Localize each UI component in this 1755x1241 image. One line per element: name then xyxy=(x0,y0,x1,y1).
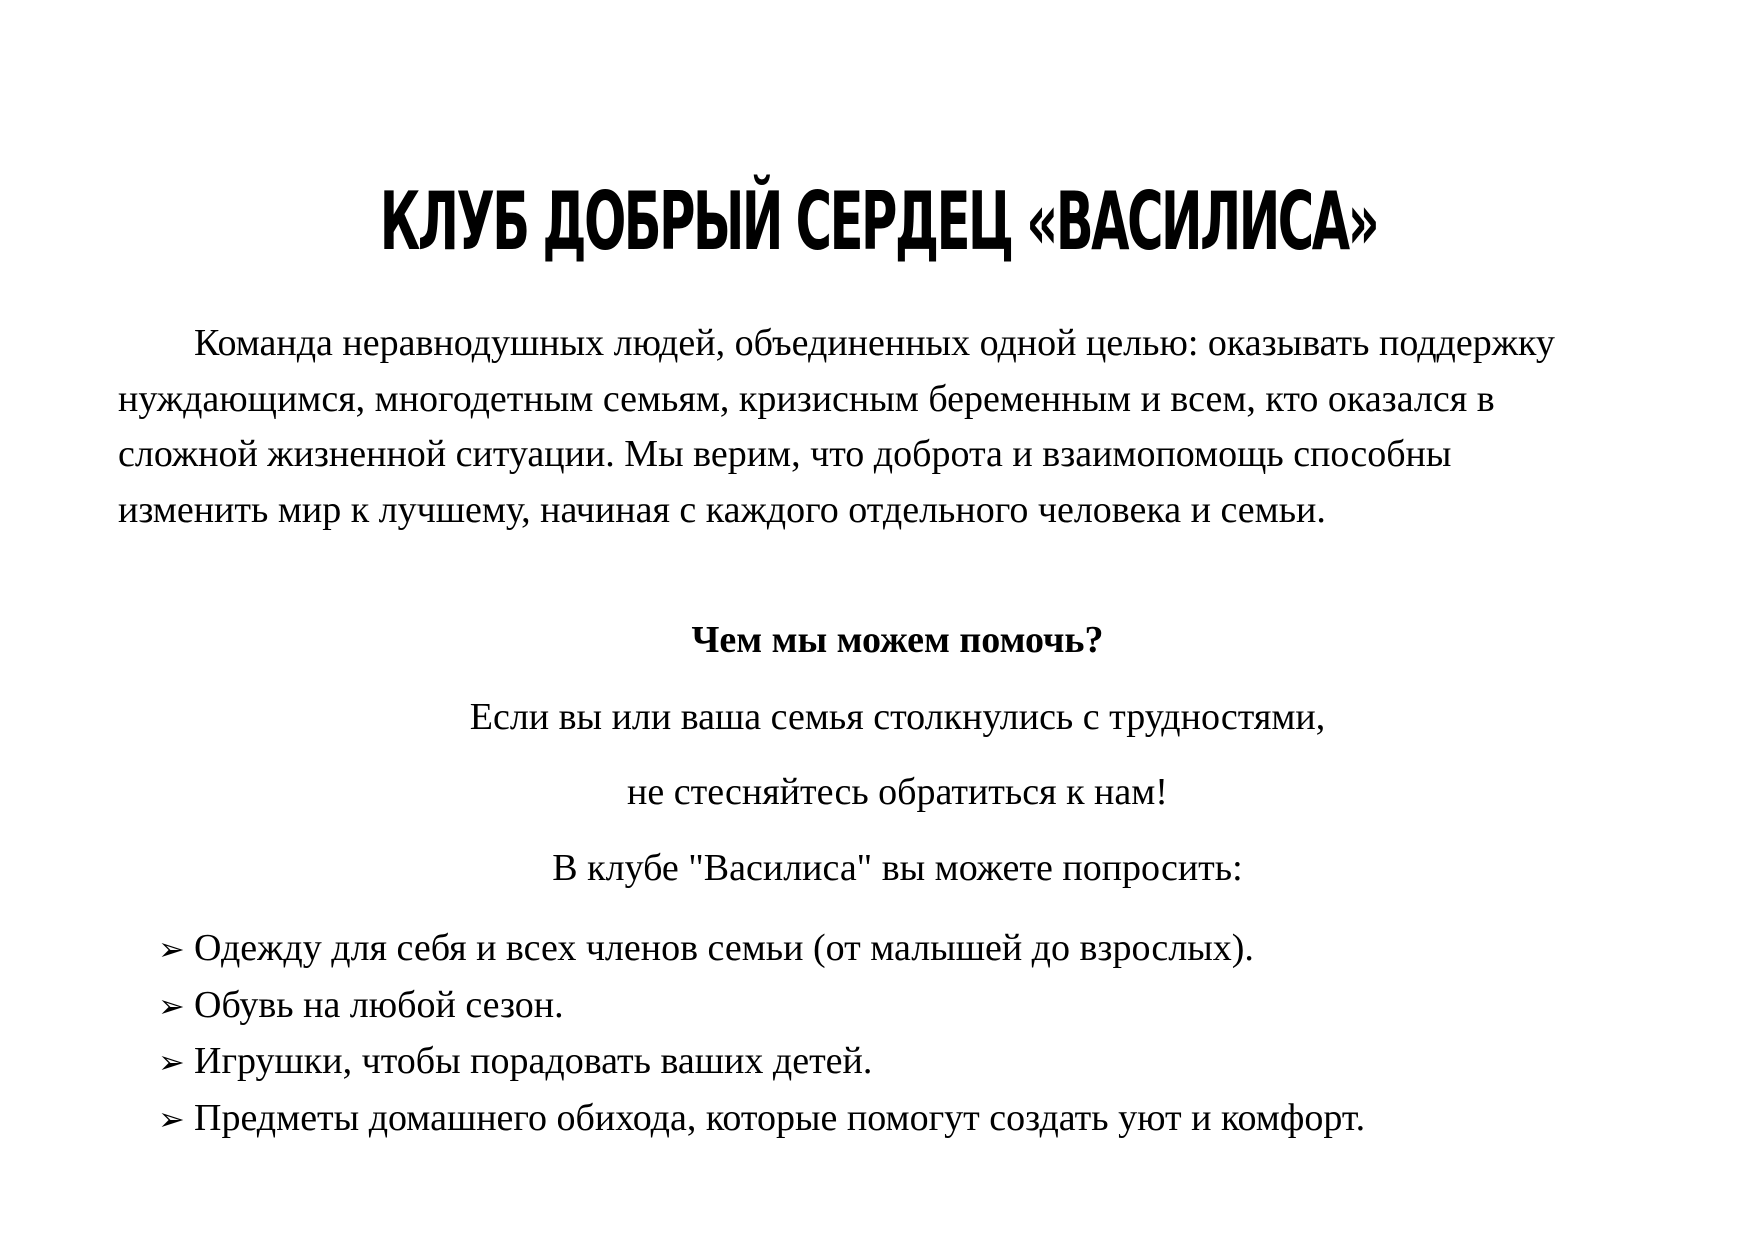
appeal-line-2: не стесняйтесь обратиться к нам! xyxy=(627,771,1168,813)
help-subheading: Чем мы можем помочь? xyxy=(691,619,1104,661)
arrow-bullet-icon: ➢ xyxy=(158,930,185,968)
page-title: КЛУБ ДОБРЫЙ СЕРДЕЦ «ВАСИЛИСА» xyxy=(379,175,1378,268)
list-item xyxy=(158,978,1365,1035)
help-items-list xyxy=(158,921,1365,1147)
intro-paragraph: Команда неравнодушных людей, объединенных одной целью: оказывать поддержку нуждающимся, многодетным семьям, кризисным беременным и всем, кто оказался в сложной жизненной ситуации. Мы верим, что доброта и взаимопомощь способны изменить мир к лучшему, начиная с каждого отдельного человека и семьи. xyxy=(118,322,1555,531)
list-item-text: Игрушки, чтобы порадовать ваших детей. xyxy=(194,1040,873,1082)
list-item xyxy=(158,1034,1365,1091)
list-item-text: Одежду для себя и всех членов семьи (от малышей до взрослых). xyxy=(194,927,1254,969)
list-item xyxy=(158,921,1365,978)
arrow-bullet-icon: ➢ xyxy=(158,1099,185,1138)
list-item-text: Обувь на любой сезон. xyxy=(194,983,564,1026)
appeal-line-1: Если вы или ваша семья столкнулись с трудностями, xyxy=(469,696,1326,738)
arrow-bullet-icon: ➢ xyxy=(158,986,185,1025)
appeal-line-3: В клубе "Василиса" вы можете попросить: xyxy=(552,847,1243,889)
list-item-text: Предметы домашнего обихода, которые помогут создать уют и комфорт. xyxy=(194,1096,1366,1139)
list-item xyxy=(158,1091,1365,1148)
arrow-bullet-icon: ➢ xyxy=(158,1043,185,1081)
